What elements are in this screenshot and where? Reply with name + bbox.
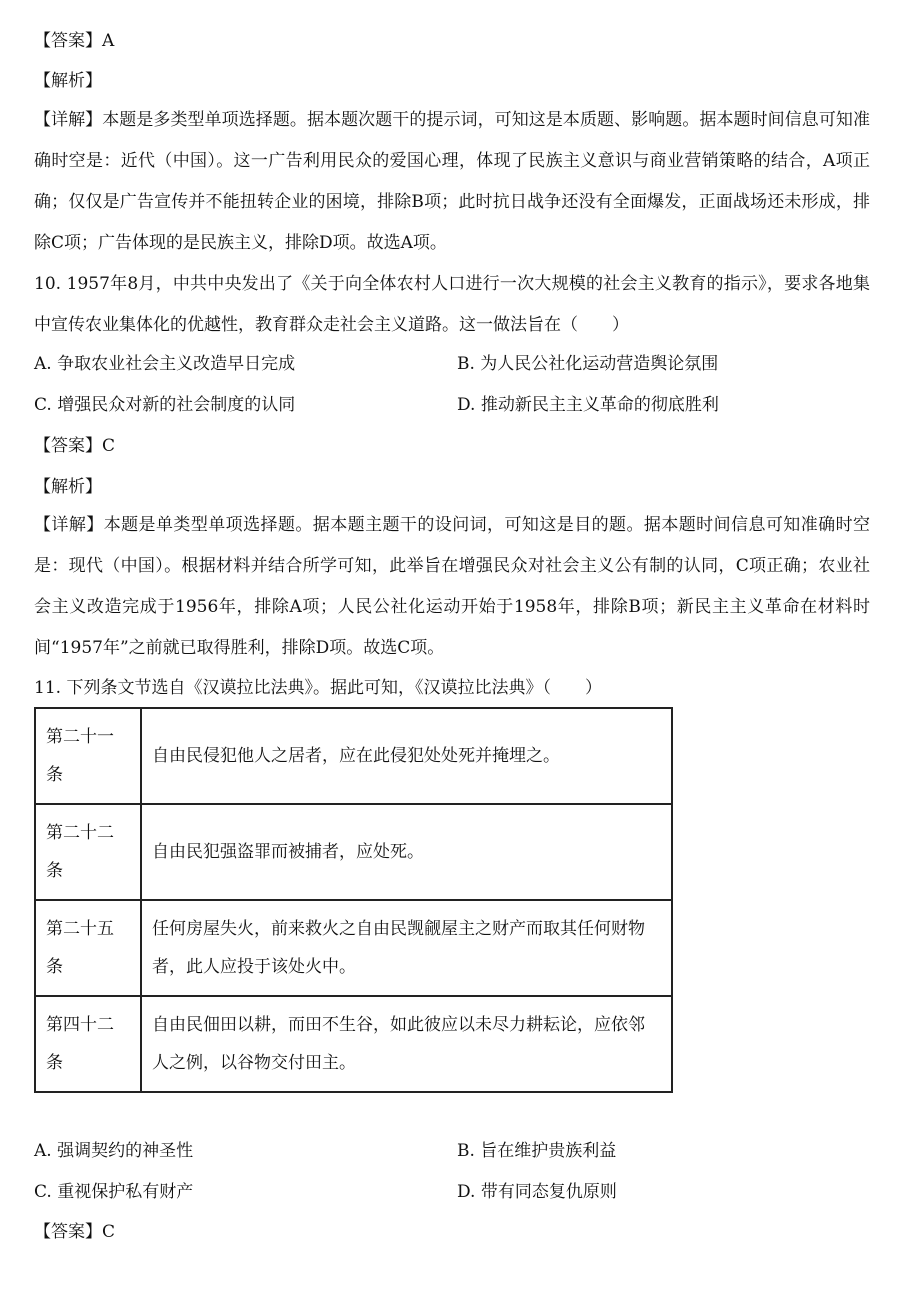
q10-detail: 【详解】本题是单类型单项选择题。据本题主题干的设问词，可知这是目的题。据本题时间信息可知准确时空是：现代（中国）。根据材料并结合所学可知，此举旨在增强民众对社会主义公有制的认同，C项正确；农业社会主义改造完成于1956年，排除A项；人民公社化运动开始于1958年，排除B项；新民主主义革命在材料时间“1957年”之前就已取得胜利，排除D项。故选C项。 [34,515,870,658]
q10-option-a: A. 争取农业社会主义改造早日完成 [34,354,296,374]
q10-analysis-label: 【解析】 [34,477,102,497]
q9-analysis-label: 【解析】 [34,71,102,91]
article-number: 第四十二条 [35,996,141,1092]
table-row [35,900,672,996]
q9-detail: 【详解】本题是多类型单项选择题。据本题次题干的提示词，可知这是本质题、影响题。据本题时间信息可知准确时空是：近代（中国）。这一广告利用民众的爱国心理，体现了民族主义意识与商业营销策略的结合，A项正确；仅仅是广告宣传并不能扭转企业的困境，排除B项；此时抗日战争还没有全面爆发，正面战场还未形成，排除C项；广告体现的是民族主义，排除D项。故选A项。 [34,110,870,253]
q10-option-c: C. 增强民众对新的社会制度的认同 [34,395,296,415]
q11-option-a: A. 强调契约的神圣性 [34,1141,194,1161]
article-number: 第二十五条 [35,900,141,996]
table-row [35,708,672,804]
table-row [35,804,672,900]
article-text: 自由民侵犯他人之居者，应在此侵犯处处死并掩埋之。 [141,708,672,804]
article-number: 第二十二条 [35,804,141,900]
q11-option-d: D. 带有同态复仇原则 [457,1182,617,1202]
article-text: 任何房屋失火，前来救火之自由民觊觎屋主之财产而取其任何财物者，此人应投于该处火中。 [141,900,672,996]
q10-option-b: B. 为人民公社化运动营造舆论氛围 [457,354,719,374]
q9-answer: 【答案】A [34,31,115,51]
q10-answer: 【答案】C [34,436,116,456]
q11-option-b: B. 旨在维护贵族利益 [457,1141,617,1161]
q10-option-d: D. 推动新民主主义革命的彻底胜利 [457,395,719,415]
article-text: 自由民佃田以耕，而田不生谷，如此彼应以未尽力耕耘论，应依邻人之例，以谷物交付田主。 [141,996,672,1092]
q11-answer: 【答案】C [34,1222,116,1242]
q10-stem: 10. 1957年8月，中共中央发出了《关于向全体农村人口进行一次大规模的社会主义教育的指示》，要求各地集中宣传农业集体化的优越性，教育群众走社会主义道路。这一做法旨在（ ） [34,274,870,335]
article-text: 自由民犯强盗罪而被捕者，应处死。 [141,804,672,900]
q11-stem: 11. 下列条文节选自《汉谟拉比法典》。据此可知，《汉谟拉比法典》（ ） [34,678,602,698]
law-articles-table [34,707,673,1093]
table-row [35,996,672,1092]
q11-option-c: C. 重视保护私有财产 [34,1182,194,1202]
article-number: 第二十一条 [35,708,141,804]
